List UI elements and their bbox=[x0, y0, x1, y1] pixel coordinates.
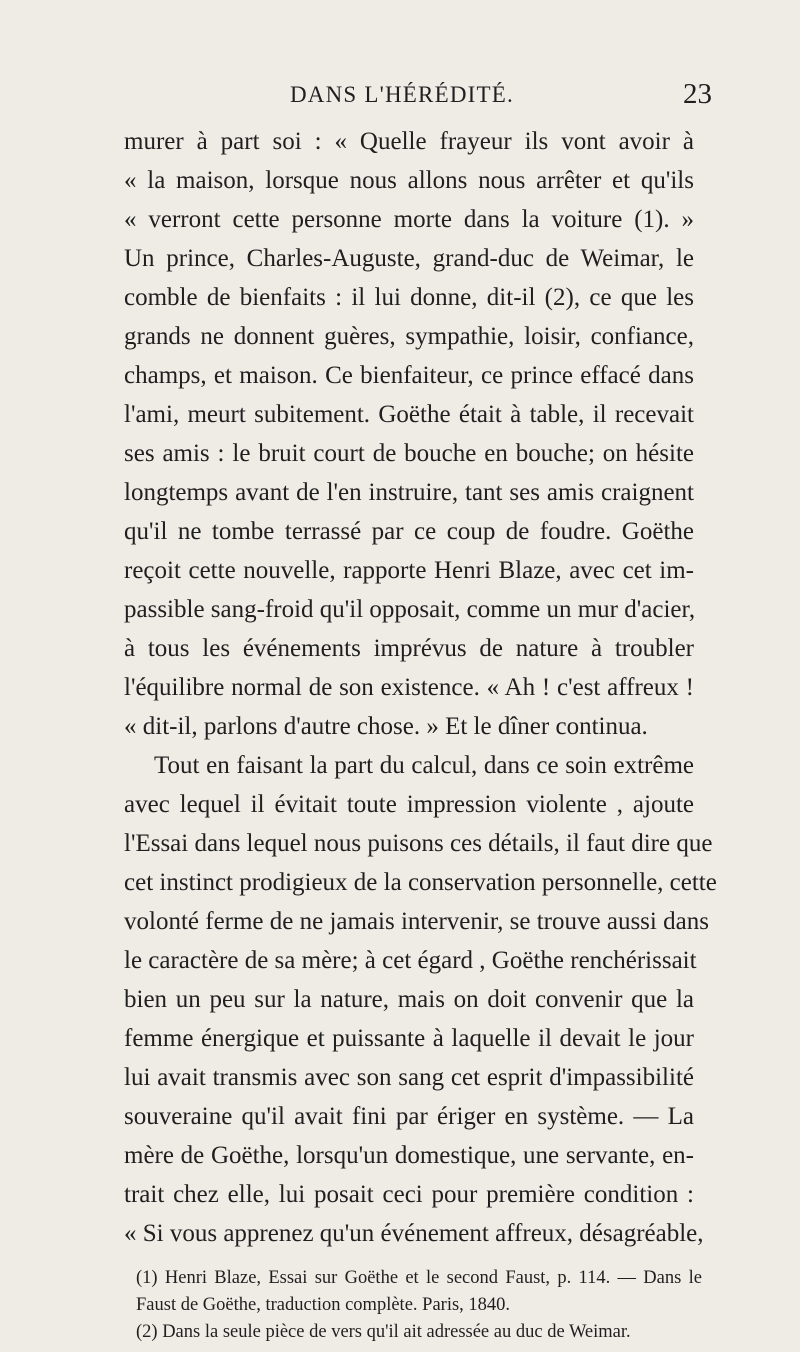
text-line: reçoit cette nouvelle, rapporte Henri Blaze, avec cet im- bbox=[124, 557, 694, 584]
text-line: murer à part soi : « Quelle frayeur ils vont avoir à bbox=[124, 128, 694, 155]
text-line: bien un peu sur la nature, mais on doit convenir que la bbox=[124, 986, 694, 1013]
text-line: l'ami, meurt subitement. Goëthe était à table, il recevait bbox=[124, 401, 694, 428]
text-line: « verront cette personne morte dans la voiture (1). » bbox=[124, 206, 694, 233]
text-line: cet instinct prodigieux de la conservation personnelle, cette bbox=[124, 869, 717, 896]
text-line: ses amis : le bruit court de bouche en bouche; on hésite bbox=[124, 440, 694, 467]
text-line: l'Essai dans lequel nous puisons ces détails, il faut dire que bbox=[124, 830, 713, 857]
page-header bbox=[0, 78, 800, 122]
text-line: mère de Goëthe, lorsqu'un domestique, une servante, en- bbox=[124, 1142, 694, 1169]
text-line: trait chez elle, lui posait ceci pour première condition : bbox=[124, 1181, 694, 1208]
text-line: champs, et maison. Ce bienfaiteur, ce prince effacé dans bbox=[124, 362, 694, 389]
text-line: volonté ferme de ne jamais intervenir, se trouve aussi dans bbox=[124, 908, 709, 935]
text-line: qu'il ne tombe terrassé par ce coup de foudre. Goëthe bbox=[124, 518, 694, 545]
text-line: longtemps avant de l'en instruire, tant ses amis craignent bbox=[124, 479, 694, 506]
text-line: Tout en faisant la part du calcul, dans ce soin extrême bbox=[154, 752, 694, 779]
text-line: comble de bienfaits : il lui donne, dit-il (2), ce que les bbox=[124, 284, 694, 311]
text-line: « Si vous apprenez qu'un événement affreux, désagréable, bbox=[124, 1220, 704, 1247]
text-line: souveraine qu'il avait fini par ériger en système. — La bbox=[124, 1103, 694, 1130]
footnote-line: (2) Dans la seule pièce de vers qu'il ait adressée au duc de Weimar. bbox=[136, 1322, 631, 1342]
text-line: « dit-il, parlons d'autre chose. » Et le dîner continua. bbox=[124, 713, 648, 740]
text-line: lui avait transmis avec son sang cet esprit d'impassibilité bbox=[124, 1064, 694, 1091]
text-line: à tous les événements imprévus de nature à troubler bbox=[124, 635, 694, 662]
running-head: DANS L'HÉRÉDITÉ. bbox=[290, 82, 514, 107]
text-line: passible sang-froid qu'il opposait, comme un mur d'acier, bbox=[124, 596, 696, 623]
text-line: le caractère de sa mère; à cet égard , Goëthe renchérissait bbox=[124, 947, 697, 974]
page-number: 23 bbox=[683, 78, 712, 110]
text-line: Un prince, Charles-Auguste, grand-duc de Weimar, le bbox=[124, 245, 694, 272]
text-line: l'équilibre normal de son existence. « Ah ! c'est affreux ! bbox=[124, 674, 694, 701]
text-line: avec lequel il évitait toute impression violente , ajoute bbox=[124, 791, 694, 818]
text-line: grands ne donnent guères, sympathie, loisir, confiance, bbox=[124, 323, 694, 350]
text-line: femme énergique et puissante à laquelle il devait le jour bbox=[124, 1025, 694, 1052]
text-line: « la maison, lorsque nous allons nous arrêter et qu'ils bbox=[124, 167, 694, 194]
footnote-line: (1) Henri Blaze, Essai sur Goëthe et le second Faust, p. 114. — Dans le bbox=[136, 1268, 702, 1288]
body-text bbox=[124, 122, 717, 1253]
footnote-line: Faust de Goëthe, traduction complète. Paris, 1840. bbox=[136, 1295, 511, 1315]
footnotes bbox=[136, 1265, 702, 1346]
